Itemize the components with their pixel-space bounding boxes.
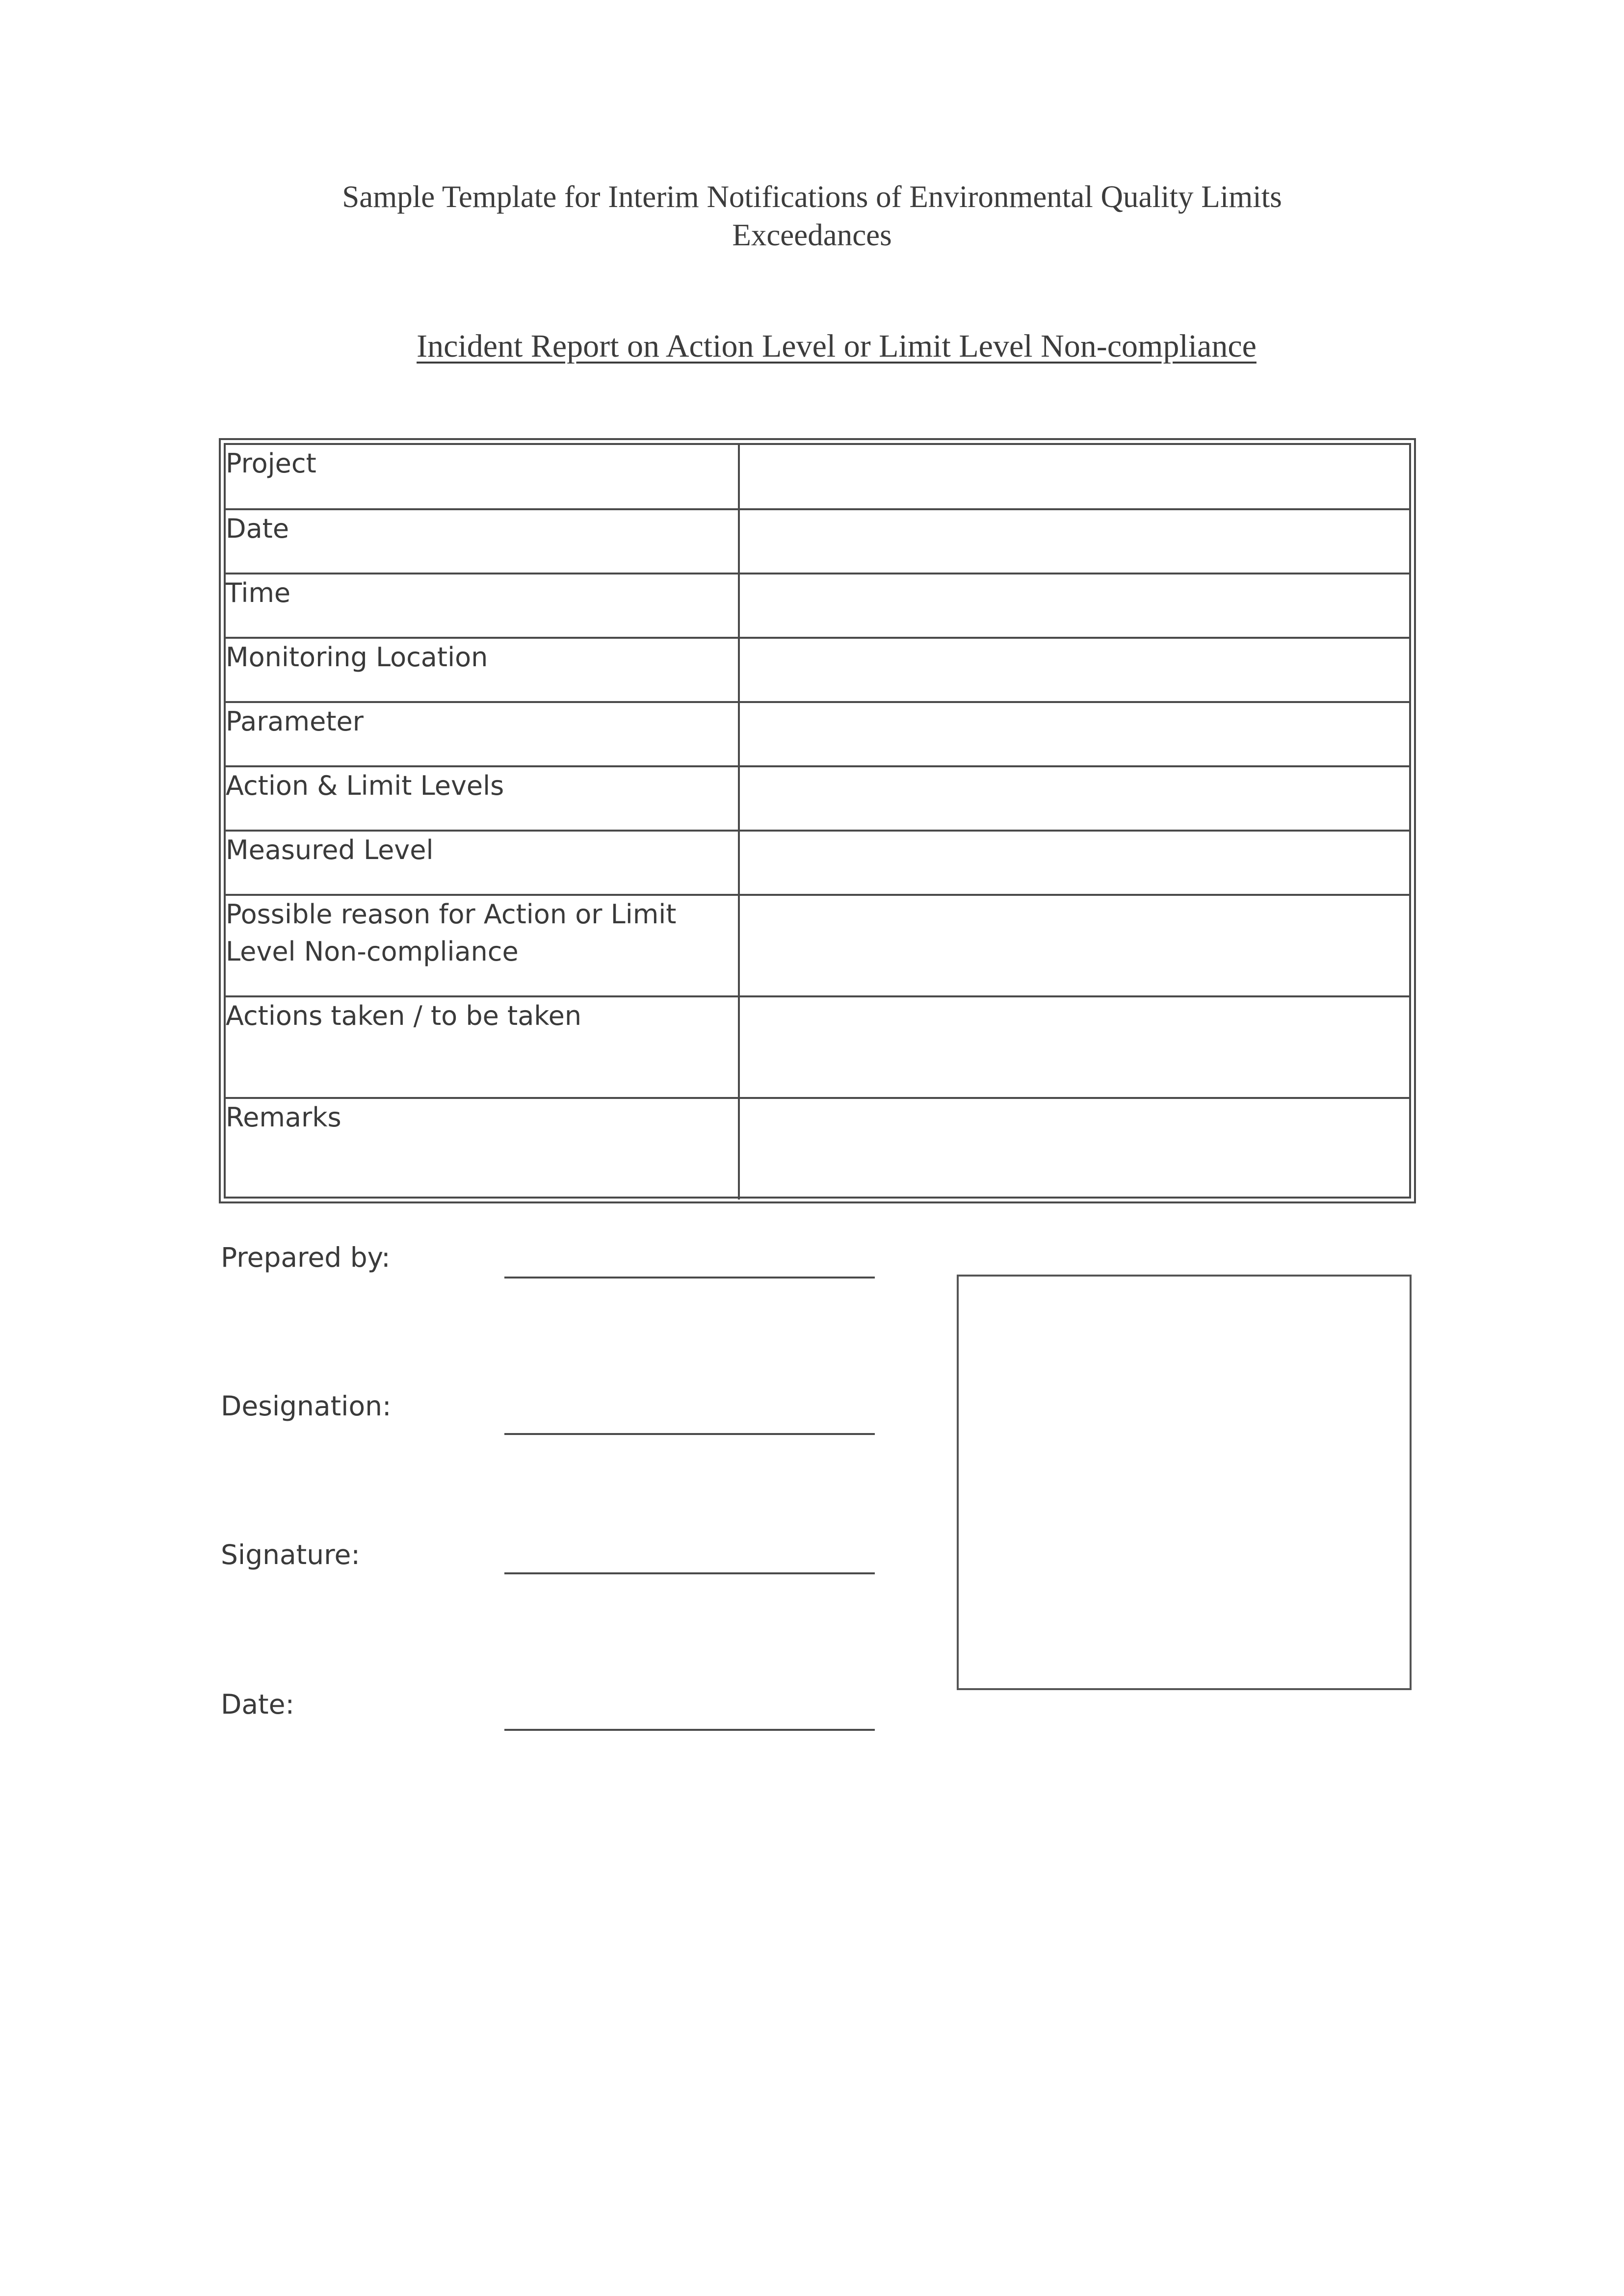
table-row [226, 766, 1409, 831]
table-row [226, 831, 1409, 895]
field-label-cell [226, 766, 739, 831]
prepared-by-line[interactable] [504, 1277, 875, 1278]
report-subtitle [0, 327, 1624, 366]
prepared-by-label: Prepared by: [221, 1242, 391, 1273]
field-label-remarks: Remarks [226, 1102, 341, 1133]
field-value-actions-taken[interactable] [739, 996, 1409, 1098]
document-title-line-2: Exceedances [732, 218, 892, 252]
field-label-action-limit-levels: Action & Limit Levels [226, 770, 504, 801]
table-row [226, 1098, 1409, 1200]
table-row [226, 895, 1409, 996]
date-line[interactable] [504, 1729, 875, 1731]
table-row [226, 574, 1409, 638]
field-label-cell [226, 831, 739, 895]
designation-line[interactable] [504, 1433, 875, 1435]
field-value-time[interactable] [739, 574, 1409, 638]
table-row [226, 638, 1409, 702]
field-label-cell [226, 895, 739, 996]
field-label-monitoring-location: Monitoring Location [226, 642, 488, 673]
field-value-monitoring-location[interactable] [739, 638, 1409, 702]
table-row [226, 509, 1409, 574]
field-value-action-limit-levels[interactable] [739, 766, 1409, 831]
field-value-remarks[interactable] [739, 1098, 1409, 1200]
date-label: Date: [221, 1689, 294, 1720]
stamp-box[interactable] [957, 1275, 1412, 1690]
signature-line[interactable] [504, 1572, 875, 1574]
field-label-cell [226, 445, 739, 509]
field-label-time: Time [226, 577, 291, 608]
field-label-cell [226, 702, 739, 766]
field-value-date[interactable] [739, 509, 1409, 574]
table-row [226, 996, 1409, 1098]
field-label-parameter: Parameter [226, 706, 364, 737]
incident-form-table [224, 443, 1411, 1199]
designation-label: Designation: [221, 1390, 392, 1422]
field-value-measured-level[interactable] [739, 831, 1409, 895]
field-label-date: Date [226, 513, 289, 544]
field-label-cell [226, 509, 739, 574]
field-label-cell [226, 1098, 739, 1200]
field-value-parameter[interactable] [739, 702, 1409, 766]
document-title-line-1: Sample Template for Interim Notifications of Environmental Quality Limits [342, 180, 1282, 214]
signature-label: Signature: [221, 1539, 360, 1570]
field-label-possible-reason: Possible reason for Action or Limit Level Non-compliance [226, 899, 677, 967]
field-value-possible-reason[interactable] [739, 895, 1409, 996]
field-label-cell [226, 574, 739, 638]
field-label-cell [226, 996, 739, 1098]
field-label-measured-level: Measured Level [226, 835, 434, 865]
field-value-project[interactable] [739, 445, 1409, 509]
table-row [226, 445, 1409, 509]
incident-form-grid [226, 445, 1409, 1200]
field-label-cell [226, 638, 739, 702]
field-label-project: Project [226, 448, 316, 479]
table-row [226, 702, 1409, 766]
report-subtitle-text: Incident Report on Action Level or Limit Level Non-compliance [417, 328, 1257, 364]
field-label-actions-taken: Actions taken / to be taken [226, 1000, 582, 1031]
